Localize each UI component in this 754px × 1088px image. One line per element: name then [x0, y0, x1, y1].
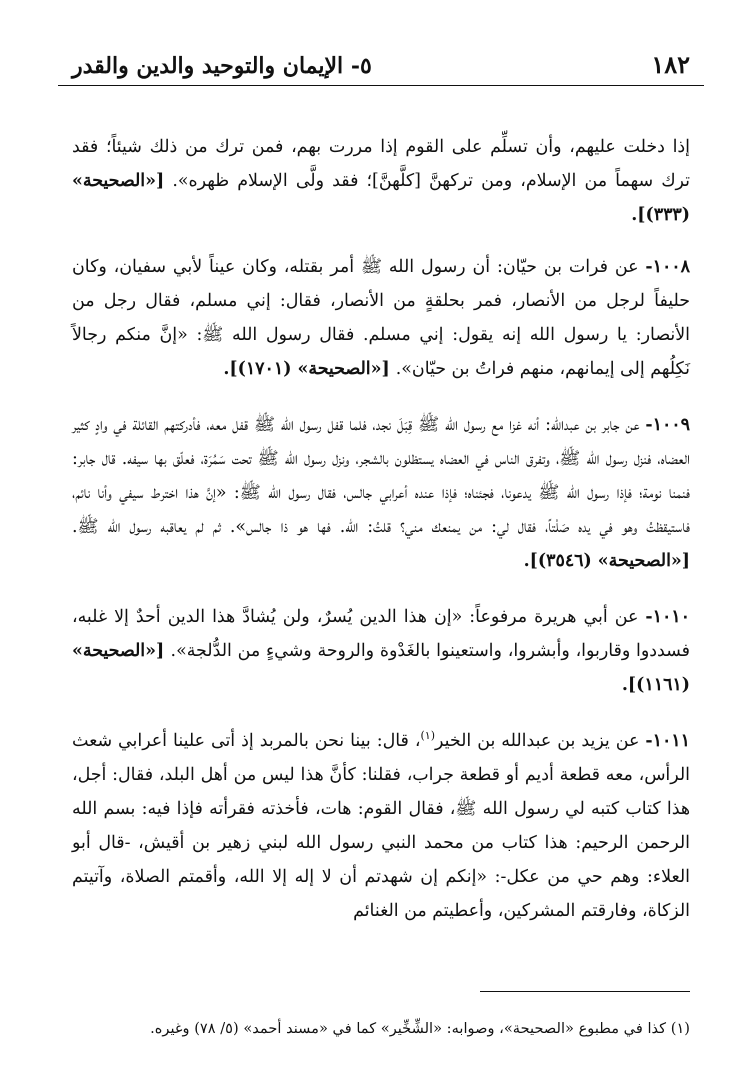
page-body	[58, 130, 704, 928]
entry-text: عن فرات بن حيّان: أن رسول الله ﷺ أمر بقتله، وكان عيناً لأبي سفيان، وكان حليفاً لرجل من الأنصار، فمر بحلقةٍ من الأنصار، فقال: إني مسلم، فقال رجل من الأنصار: يا رسول الله إنه يقول: إني مسلم. فقال رسول الله ﷺ: «إنَّ منكم رجالاً نَكِلُهم إلى إيمانهم، منهم فراتُ بن حيّان».	[72, 257, 690, 379]
entry-number: ١٠١١-	[645, 731, 690, 751]
entry-number: ١٠١٠-	[645, 607, 690, 627]
source-reference: [«الصحيحة» (١٧٠١)].	[223, 359, 396, 379]
book-page	[58, 40, 704, 1060]
page-number: ١٨٢	[651, 50, 690, 79]
source-reference: [«الصحيحة» (٣٥٤٦)].	[523, 551, 690, 571]
entry-number: ١٠٠٩-	[645, 415, 690, 435]
source-reference: [«الصحيحة» (١١٦١)].	[72, 641, 690, 695]
page-header	[58, 40, 704, 86]
entry-text-continued: ، قال: بينا نحن بالمربد إذ أتى علينا أعرابي شعث الرأس، معه قطعة أديم أو قطعة جراب، فقلنا: كأنَّ هذا ليس من أهل البلد، فقال: أجل، هذا كتاب كتبه لي رسول الله ﷺ، فقال القوم: هات، فأخذته فقرأته فإذا فيه: بسم الله الرحمن الرحيم: هذا كتاب من محمد النبي رسول الله لبني زهير بن أقيش، -قال أبو العلاء: وهم حي من عكل-: «إنكم إن شهدتم أن لا إله إلا الله، وأقمتم الصلاة، وآتيتم الزكاة، وفارقتم المشركين، وأعطيتم من الغنائم	[72, 731, 690, 921]
entry-text: عن جابر بن عبدالله: أنه غزا مع رسول الله ﷺ قِبَلَ نجد، فلما قفل رسول الله ﷺ قفل معه، فأدركتهم القائلة في وادٍ كثير العضاه، فنزل رسول الله ﷺ، وتفرق الناس في العضاه يستظلون بالشجر، ونزل رسول الله ﷺ تحت سَمُرَة، فعلّق بها سيفه. قال جابر: فنمنا نومة؛ فإذا رسول الله ﷺ يدعونا، فجئناه؛ فإذا عنده أعرابي جالس، فقال رسول الله ﷺ: «إنَّ هذا اخترط سيفي وأنا نائم، فاستيقظتُ وهو في يده صَلْتاً، فقال لي: من يمنعك مني؟ قلتُ: الله. فها هو ذا جالس». ثم لم يعاقبه رسول الله ﷺ.	[72, 415, 690, 537]
hadith-entry-1009	[72, 408, 690, 578]
hadith-entry-1008	[72, 250, 690, 386]
entry-number: ١٠٠٨-	[645, 257, 690, 277]
hadith-entry-continued	[72, 130, 690, 232]
chapter-title: ٥- الإيمان والتوحيد والدين والقدر	[72, 53, 372, 79]
source-reference: [«الصحيحة» (٣٣٣)].	[72, 171, 690, 225]
footnote-divider	[480, 991, 690, 992]
footnote-text: (١) كذا في مطبوع «الصحيحة»، وصوابه: «الشِّخِّير» كما في «مسند أحمد» (٥/ ٧٨) وغيره.	[150, 1020, 690, 1037]
entry-text: إذا دخلت عليهم، وأن تسلِّم على القوم إذا مررت بهم، فمن ترك من ذلك شيئاً؛ فقد ترك سهماً من الإسلام، ومن تركهنَّ [كلَّهنَّ]؛ فقد ولَّى الإسلام ظهره».	[72, 137, 690, 191]
entry-text: عن أبي هريرة مرفوعاً: «إن هذا الدين يُسرٌ، ولن يُشادَّ هذا الدين أحدٌ إلا غلبه، فسددوا وقاربوا، وأبشروا، واستعينوا بالغَدْوة والروحة وشيءٍ من الدُّلجة».	[72, 607, 690, 661]
hadith-entry-1011	[72, 724, 690, 928]
entry-text: عن يزيد بن عبدالله بن الخير	[435, 731, 646, 751]
footnote	[72, 1018, 690, 1040]
hadith-entry-1010	[72, 600, 690, 702]
footnote-marker[interactable]: (١)	[420, 729, 435, 743]
